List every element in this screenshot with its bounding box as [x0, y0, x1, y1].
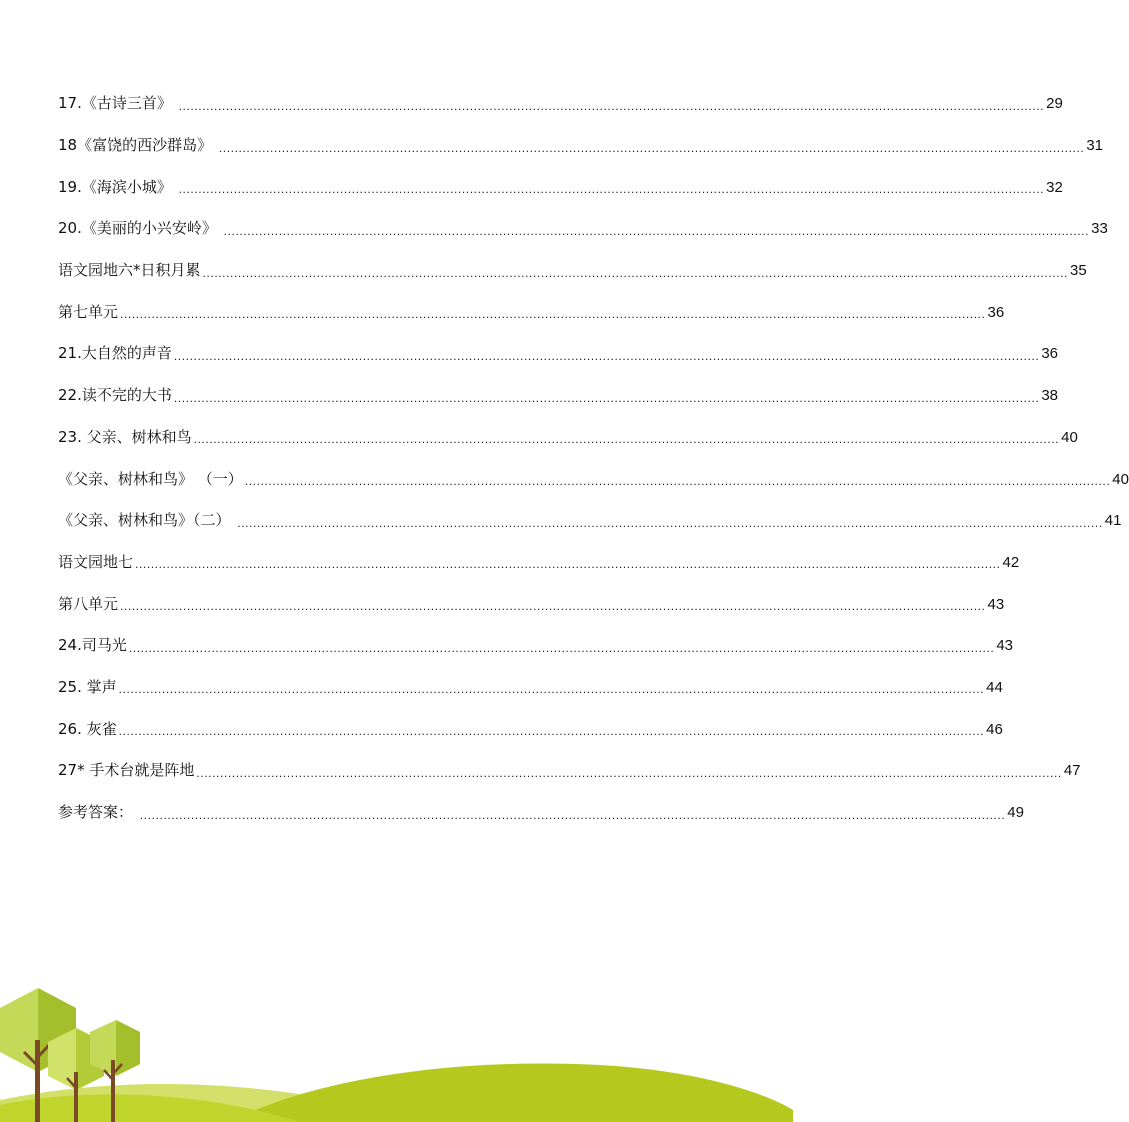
toc-entry-page-number: 36 [987, 303, 1005, 321]
toc-dot-leader: ............................................................................................................................................................................................................................ [173, 390, 1040, 405]
toc-dot-leader: ............................................................................................................................................................................................................................ [223, 223, 1090, 238]
toc-entry-title: 语文园地七 [58, 552, 134, 571]
toc-entry-page-number: 43 [996, 637, 1014, 655]
toc-entry-title: 27* 手术台就是阵地 [58, 761, 195, 780]
toc-entry-page-number: 32 [1046, 178, 1063, 196]
table-of-contents [58, 83, 1129, 833]
toc-dot-leader: ............................................................................................................................................................................................................................ [120, 307, 986, 322]
toc-entry-page-number: 40 [1112, 470, 1129, 488]
toc-entry-page-number: 43 [987, 595, 1005, 613]
toc-entry-page-number: 29 [1046, 95, 1063, 113]
toc-entry[interactable] [58, 333, 1059, 375]
toc-entry[interactable] [58, 792, 1024, 834]
toc-entry[interactable] [58, 500, 1122, 542]
toc-entry[interactable] [58, 625, 1014, 667]
toc-dot-leader: ............................................................................................................................................................................................................................ [237, 515, 1103, 530]
toc-entry-title: 25. 掌声 [58, 677, 117, 696]
toc-entry-page-number: 44 [986, 678, 1003, 696]
toc-entry[interactable] [58, 708, 1003, 750]
toc-entry-page-number: 40 [1061, 428, 1078, 446]
toc-dot-leader: ............................................................................................................................................................................................................................ [193, 432, 1060, 447]
front-hill [230, 1063, 793, 1122]
toc-entry-title: 21.大自然的声音 [58, 344, 172, 363]
toc-entry-title: 第八单元 [58, 594, 119, 613]
toc-dot-leader: ............................................................................................................................................................................................................................ [118, 724, 985, 739]
toc-dot-leader: ............................................................................................................................................................................................................................ [244, 474, 1111, 489]
toc-entry-title: 17.《古诗三首》 [58, 94, 177, 113]
toc-entry[interactable] [58, 667, 1003, 709]
toc-entry-page-number: 38 [1041, 387, 1059, 405]
toc-entry[interactable] [58, 250, 1087, 292]
toc-entry[interactable] [58, 83, 1063, 125]
toc-dot-leader: ............................................................................................................................................................................................................................ [120, 599, 986, 614]
toc-entry[interactable] [58, 583, 1005, 625]
toc-dot-leader: ............................................................................................................................................................................................................................ [128, 640, 995, 655]
toc-entry-title: 《父亲、树林和鸟》（二） [58, 511, 236, 530]
toc-entry-title: 语文园地六*日积月累 [58, 261, 201, 280]
toc-entry-page-number: 33 [1091, 220, 1108, 238]
toc-dot-leader: ............................................................................................................................................................................................................................ [139, 807, 1006, 822]
toc-entry[interactable] [58, 166, 1063, 208]
toc-dot-leader: ............................................................................................................................................................................................................................ [196, 765, 1062, 780]
toc-entry[interactable] [58, 125, 1104, 167]
toc-entry-page-number: 47 [1063, 762, 1081, 780]
toc-entry-title: 26. 灰雀 [58, 719, 117, 738]
toc-dot-leader: ............................................................................................................................................................................................................................ [173, 348, 1040, 363]
toc-entry-page-number: 35 [1070, 262, 1087, 280]
toc-dot-leader: ............................................................................................................................................................................................................................ [218, 140, 1085, 155]
toc-dot-leader: ............................................................................................................................................................................................................................ [135, 557, 1001, 572]
toc-entry[interactable] [58, 458, 1129, 500]
toc-entry-title: 19.《海滨小城》 [58, 177, 177, 196]
toc-entry-page-number: 42 [1002, 553, 1020, 571]
toc-entry-page-number: 49 [1007, 804, 1024, 822]
toc-dot-leader: ............................................................................................................................................................................................................................ [202, 265, 1068, 280]
toc-entry[interactable] [58, 375, 1059, 417]
toc-dot-leader: ............................................................................................................................................................................................................................ [118, 682, 985, 697]
decorative-landscape [0, 980, 793, 1122]
toc-entry[interactable] [58, 542, 1020, 584]
toc-entry-page-number: 36 [1041, 345, 1059, 363]
toc-entry-page-number: 31 [1086, 137, 1104, 155]
toc-entry-title: 参考答案： [58, 803, 138, 822]
toc-entry[interactable] [58, 208, 1108, 250]
toc-entry-title: 22.读不完的大书 [58, 386, 172, 405]
toc-entry[interactable] [58, 417, 1078, 459]
toc-entry-title: 24.司马光 [58, 636, 127, 655]
toc-entry-page-number: 46 [986, 720, 1003, 738]
toc-entry-title: 第七单元 [58, 302, 119, 321]
toc-entry-title: 18《富饶的西沙群岛》 [58, 136, 217, 155]
toc-dot-leader: ............................................................................................................................................................................................................................ [178, 182, 1045, 197]
toc-entry[interactable] [58, 750, 1081, 792]
toc-entry-title: 20.《美丽的小兴安岭》 [58, 219, 222, 238]
toc-entry[interactable] [58, 291, 1005, 333]
toc-entry-title: 《父亲、树林和鸟》 （一） [58, 469, 243, 488]
toc-entry-title: 23. 父亲、树林和鸟 [58, 427, 192, 446]
toc-dot-leader: ............................................................................................................................................................................................................................ [178, 98, 1045, 113]
toc-entry-page-number: 41 [1104, 512, 1122, 530]
